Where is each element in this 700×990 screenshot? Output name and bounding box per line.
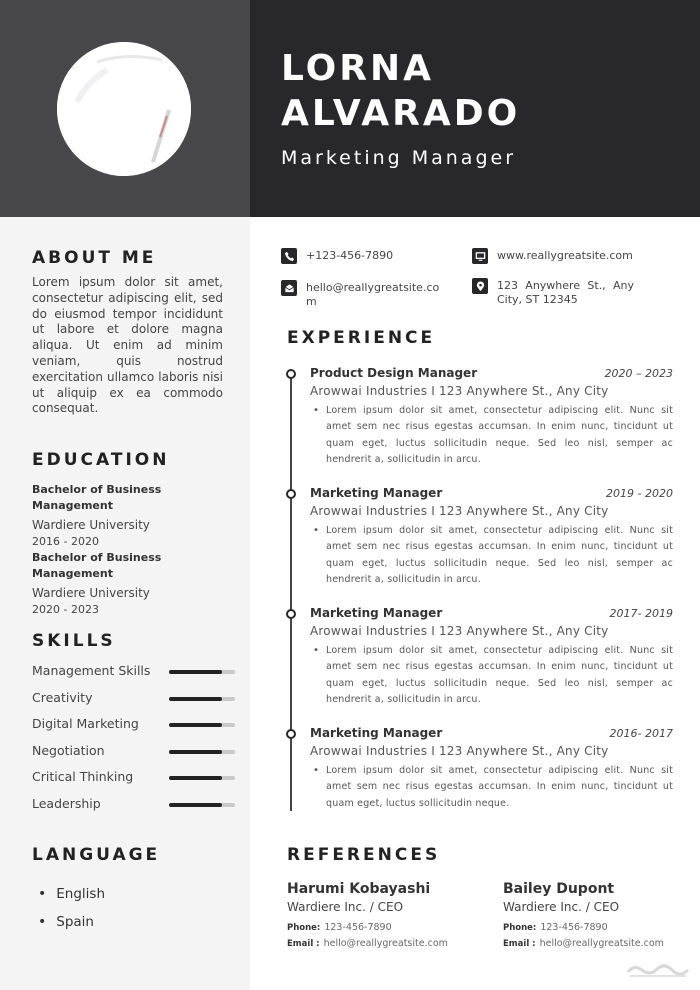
education-degree: Bachelor of Business Management [32, 551, 162, 580]
timeline-dot [286, 729, 296, 739]
skill-name: Critical Thinking [32, 769, 134, 784]
skill-name: Leadership [32, 795, 101, 811]
reference-company: Wardiere Inc. / CEO [503, 900, 620, 914]
experience-years: 2017- 2019 [609, 607, 673, 620]
last-name: ALVARADO [281, 93, 521, 134]
education-years: 2020 - 2023 [32, 603, 99, 616]
skill-level-bar [169, 750, 235, 754]
education-item [32, 550, 242, 618]
skill-row [32, 796, 237, 814]
skill-level-fill [169, 750, 222, 754]
experience-company: Arowwai Industries I 123 Anywhere St., Any City [310, 504, 609, 518]
experience-description: • Lorem ipsum dolor sit amet, consectetur adipiscing elit. Nunc sit amet sem nec risus egestas accumsan. In enim nunc, tincidunt ut quam eget, luctus sollicitudin neque. Sed leo nisl, semper ac hendrerit a, sollicitudin in arcu. [310, 523, 673, 588]
contact-address [472, 279, 634, 307]
education-heading: EDUCATION [32, 450, 170, 470]
language-list [38, 880, 105, 936]
language-heading: LANGUAGE [32, 845, 161, 865]
email-line-2: m [306, 295, 317, 308]
timeline-dot [286, 369, 296, 379]
skill-level-fill [169, 776, 222, 780]
experience-item [310, 606, 673, 708]
email-link[interactable] [306, 281, 439, 309]
reference-email [287, 938, 477, 949]
skill-level-bar [169, 670, 235, 674]
timeline-line [290, 374, 292, 811]
experience-years: 2016- 2017 [609, 727, 673, 740]
reference-phone [503, 922, 693, 933]
reference-item [503, 881, 693, 949]
experience-years: 2020 – 2023 [604, 367, 673, 380]
education-school: Wardiere University [32, 586, 150, 600]
location-pin-icon [472, 278, 488, 294]
email-line-1: hello@reallygreatsite.co [306, 281, 440, 294]
reference-company: Wardiere Inc. / CEO [287, 900, 404, 914]
candidate-name [281, 46, 681, 136]
skill-row [32, 769, 237, 787]
phone-icon [281, 248, 297, 264]
skill-level-bar [169, 776, 235, 780]
experience-description: • Lorem ipsum dolor sit amet, consectetur adipiscing elit. Nunc sit amet sem nec risus egestas accumsan. In enim nunc, tincidunt ut quam eget, luctus sollicitudin neque. Sed leo nisl, semper ac hendrerit a, sollicitudin in arcu. [310, 403, 673, 468]
skill-level-fill [169, 723, 222, 727]
reference-email-value[interactable]: hello@reallygreatsite.com [323, 938, 448, 949]
mail-icon [281, 280, 297, 296]
reference-phone-value: 123-456-7890 [324, 922, 392, 933]
experience-company: Arowwai Industries I 123 Anywhere St., Any City [310, 744, 609, 758]
experience-company: Arowwai Industries I 123 Anywhere St., Any City [310, 624, 609, 638]
experience-description: • Lorem ipsum dolor sit amet, consectetur adipiscing elit. Nunc sit amet sem nec risus egestas accumsan. In enim nunc, tincidunt ut quam eget, luctus sollicitudin neque. Sed leo nisl, semper ac hendrerit a, sollicitudin in arcu. [310, 643, 673, 708]
reference-email [503, 938, 693, 949]
about-text: Lorem ipsum dolor sit amet, consectetur adipiscing elit, sed do eiusmod tempor incididunt ut labore et dolore magna aliqua. Ut enim ad minim veniam, quis nostrud exercitation ullamco laboris nisi ut aliquip ex ea commodo consequat. [32, 275, 223, 416]
timeline-dot [286, 609, 296, 619]
experience-role: Marketing Manager [310, 606, 443, 620]
reference-phone-value: 123-456-7890 [540, 922, 608, 933]
skills-heading: SKILLS [32, 631, 116, 651]
skill-name: Management Skills [32, 663, 151, 678]
experience-description: • Lorem ipsum dolor sit amet, consectetur adipiscing elit. Nunc sit amet sem nec risus egestas accumsan. In enim nunc, tincidunt ut quam eget, luctus sollicitudin neque. [310, 763, 673, 812]
contact-phone [281, 249, 393, 264]
experience-heading: EXPERIENCE [287, 328, 436, 348]
skill-level-fill [169, 670, 222, 674]
experience-role: Product Design Manager [310, 366, 478, 380]
profile-photo [57, 42, 191, 176]
experience-company: Arowwai Industries I 123 Anywhere St., Any City [310, 384, 609, 398]
skill-row [32, 716, 237, 734]
experience-item [310, 486, 673, 588]
phone-text: +123-456-7890 [306, 249, 394, 262]
skill-level-bar [169, 803, 235, 807]
skill-level-fill [169, 697, 222, 701]
timeline-dot [286, 489, 296, 499]
reference-phone [287, 922, 477, 933]
phone-label: Phone: [503, 923, 537, 933]
language-item: • Spain [38, 908, 105, 936]
website-link[interactable]: www.reallygreatsite.com [497, 249, 633, 262]
education-item [32, 482, 242, 550]
contact-website [472, 249, 633, 264]
skill-level-bar [169, 723, 235, 727]
email-label: Email : [503, 939, 536, 949]
education-school: Wardiere University [32, 518, 150, 532]
experience-years: 2019 - 2020 [606, 487, 673, 500]
skill-row [32, 663, 237, 681]
skill-name: Negotiation [32, 742, 105, 758]
reference-name: Harumi Kobayashi [287, 881, 431, 897]
skill-level-fill [169, 803, 222, 807]
skill-name: Creativity [32, 689, 93, 705]
education-years: 2016 - 2020 [32, 535, 99, 548]
reference-item [287, 881, 477, 949]
first-name: LORNA [281, 48, 434, 89]
experience-role: Marketing Manager [310, 486, 443, 500]
experience-item [310, 366, 673, 468]
contact-email [281, 281, 441, 309]
education-degree: Bachelor of Business Management [32, 483, 162, 512]
phone-label: Phone: [287, 923, 321, 933]
watermark-logo [624, 958, 694, 980]
skill-row [32, 743, 237, 761]
skill-row [32, 690, 237, 708]
email-label: Email : [287, 939, 320, 949]
experience-item [310, 726, 673, 812]
language-item: • English [38, 880, 105, 908]
references-heading: REFERENCES [287, 845, 441, 865]
address-text: 123 Anywhere St., Any City, ST 12345 [497, 279, 634, 306]
skill-level-bar [169, 697, 235, 701]
reference-name: Bailey Dupont [503, 881, 615, 897]
reference-email-value[interactable]: hello@reallygreatsite.com [539, 938, 664, 949]
skill-name: Digital Marketing [32, 716, 139, 731]
experience-role: Marketing Manager [310, 726, 443, 740]
monitor-icon [472, 248, 488, 264]
job-title: Marketing Manager [281, 147, 517, 169]
about-heading: ABOUT ME [32, 248, 157, 268]
